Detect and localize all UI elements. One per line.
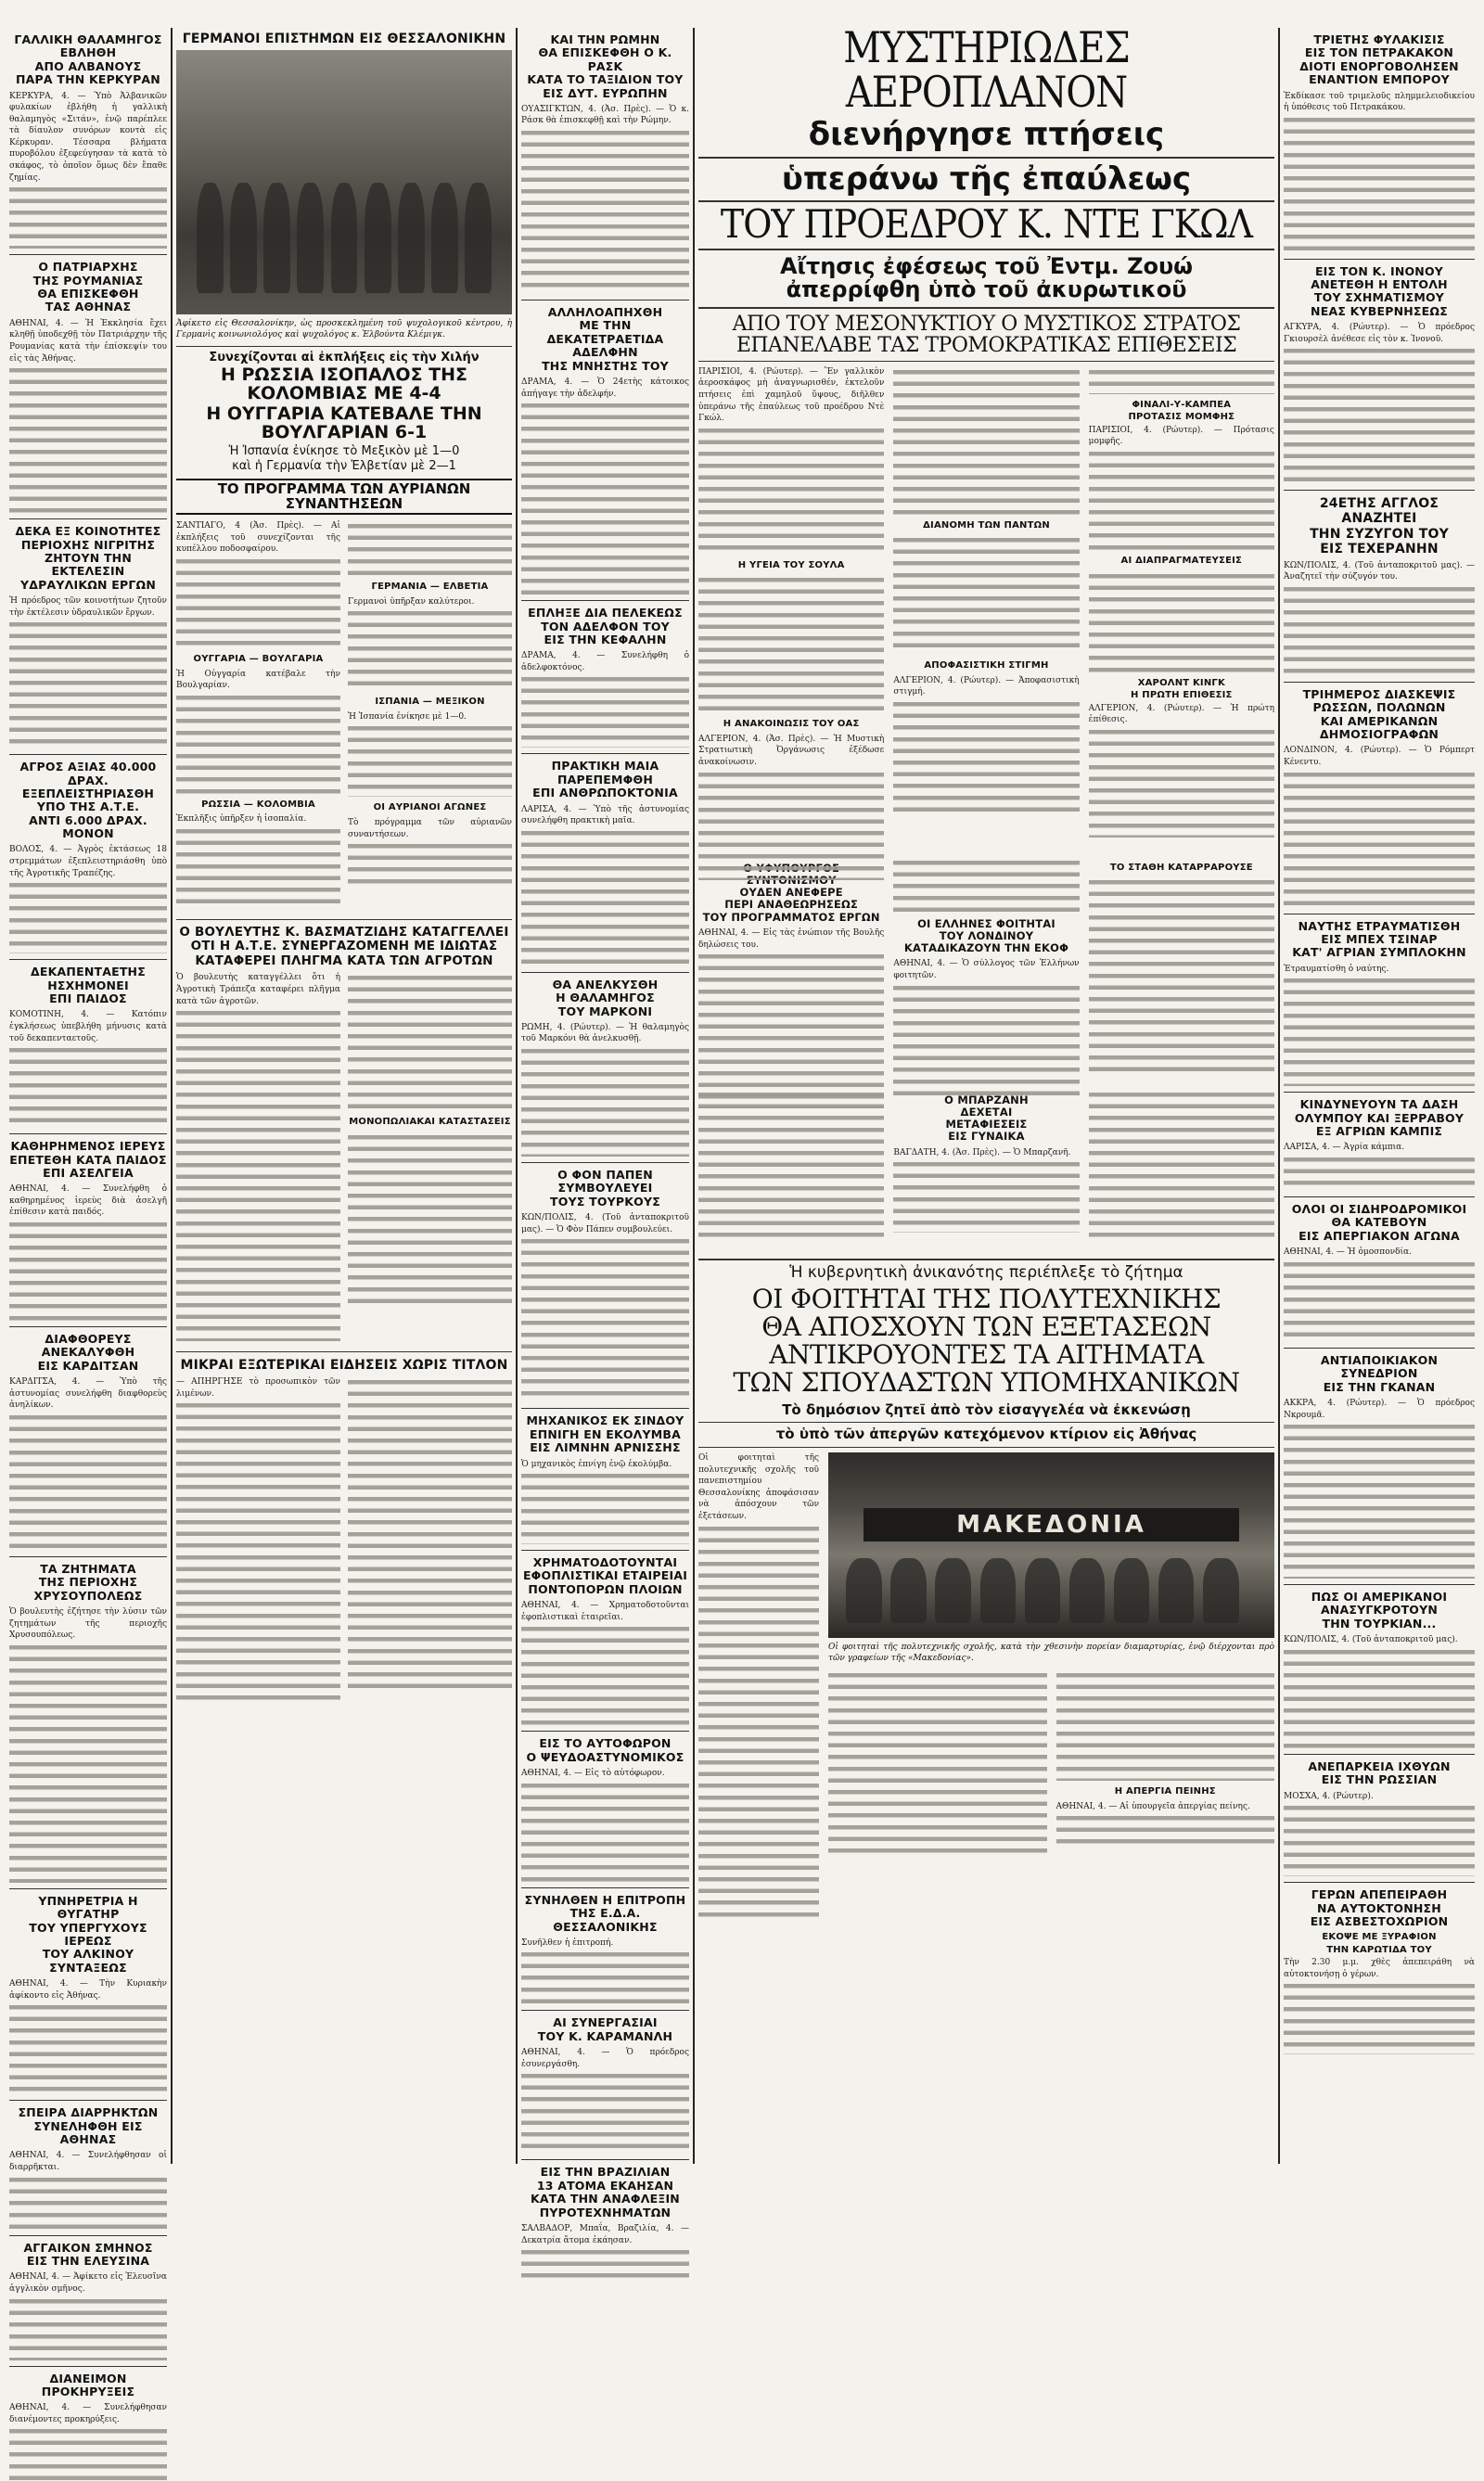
headline: ΕΙΣ ΤΗΝ ΒΡΑΖΙΛΙΑΝ 13 ΑΤΟΜΑ ΕΚΑΗΣΑΝ ΚΑΤΑ ΤΗΝ ΑΝΑΦΛΕΞΙΝ ΠΥΡΟΤΕΧΝΗΜΑΤΩΝ <box>531 2165 680 2219</box>
article-text: Γερμανοὶ ὑπῆρξαν καλύτεροι. <box>348 596 512 692</box>
headline: ΔΙΑΝΕΙΜΟΝ ΠΡΟΚΗΡΥΞΕΙΣ <box>41 2371 135 2398</box>
headline: ΚΙΝΔΥΝΕΥΟΥΝ ΤΑ ΔΑΣΗ ΟΛΥΜΠΟΥ ΚΑΙ ΞΕΡΡΑΒΟΥ ΕΞ ΑΓΡΙΩΝ ΚΑΜΠΙΣ <box>1294 1097 1465 1139</box>
headline: Ο ΒΟΥΛΕΥΤΗΣ Κ. ΒΑΣΜΑΤΖΙΔΗΣ ΚΑΤΑΓΓΕΛΛΕΙ ΟΤΙ Η Α.Τ.Ε. ΣΥΝΕΡΓΑΖΟΜΕΝΗ ΜΕ ΙΔΙΩΤΑΣ ΚΑΤΑΦΕΡΕΙ ΠΛΗΓΜΑ ΚΑΤΑ ΤΩΝ ΑΓΡΟΤΩΝ <box>179 924 509 968</box>
article-text: ΑΘΗΝΑΙ, 4. — Ἀφίκετο εἰς Ἐλευσῖνα ἀγγλικὸν σμῆνος. <box>9 2271 167 2360</box>
column-1 <box>9 28 167 2424</box>
sports-headline: Η ΟΥΓΓΑΡΙΑ ΚΑΤΕΒΑΛΕ ΤΗΝ ΒΟΥΛΓΑΡΙΑΝ 6-1 <box>206 403 482 442</box>
article-text <box>348 520 512 576</box>
headline: ΤΡΙΗΜΕΡΟΣ ΔΙΑΣΚΕΨΙΣ ΡΩΣΣΩΝ, ΠΟΛΩΝΩΝ ΚΑΙ ΑΜΕΡΙΚΑΝΩΝ ΔΗΜΟΣΙΟΓΡΑΦΩΝ <box>1302 686 1456 742</box>
column-divider <box>693 28 695 2164</box>
subheading: ΟΥΓΓΑΡΙΑ — ΒΟΥΛΓΑΡΙΑ <box>193 654 324 665</box>
article-text: ΑΘΗΝΑΙ, 4. — Εἰς τὸ αὐτόφωρον. <box>521 1768 689 1882</box>
sports-program-headline: ΤΟ ΠΡΟΓΡΑΜΜΑ ΤΩΝ ΑΥΡΙΑΝΩΝ ΣΥΝΑΝΤΗΣΕΩΝ <box>176 479 512 516</box>
subheading: ΧΑΡΟΛΝΤ ΚΙΝΓΚ <box>1137 677 1225 688</box>
headline: ΕΙΣ ΤΟ ΑΥΤΟΦΩΡΟΝ Ο ΨΕΥΔΟΑΣΤΥΝΟΜΙΚΟΣ <box>526 1736 684 1764</box>
secondary-headline: ἀπερρίφθη ὑπὸ τοῦ ἀκυρωτικοῦ <box>786 276 1187 303</box>
headline: ΜΗΧΑΝΙΚΟΣ ΕΚ ΣΙΝΔΟΥ ΕΠΝΙΓΗ ΕΝ ΕΚΟΛΥΜΒΑ ΕΙΣ ΛΙΜΝΗΝ ΑΡΝΙΣΣΗΣ <box>526 1413 684 1455</box>
main-headline-line2: διενήργησε πτήσεις <box>808 116 1165 153</box>
article-text: Συνῆλθεν ἡ ἐπιτροπή. <box>521 1937 689 2005</box>
subheading: ΜΟΝΟΠΩΛΙΑΚΑΙ ΚΑΤΑΣΤΑΣΕΙΣ <box>349 1117 511 1128</box>
subheading: ΑΙ ΔΙΑΠΡΑΓΜΑΤΕΥΣΕΙΣ <box>1120 556 1243 567</box>
article-text: ΑΛΓΕΡΙΟΝ, 4. (Ρώυτερ). — Ἡ πρώτη ἐπίθεσις. <box>1089 703 1274 838</box>
subheading: ΕΚΟΨΕ ΜΕ ΞΥΡΑΦΙΟΝ <box>1322 1932 1437 1943</box>
headline: ΟΙ ΕΛΛΗΝΕΣ ΦΟΙΤΗΤΑΙ ΤΟΥ ΛΟΝΔΙΝΟΥ ΚΑΤΑΔΙΚΑΖΟΥΝ ΤΗΝ ΕΚΟΦ <box>903 916 1069 955</box>
article-text: ΑΛΓΕΡΙΟΝ, 4. (Ρώυτερ). — Ἀποφασιστικὴ στιγμή. <box>893 675 1079 819</box>
article-text <box>1089 570 1274 672</box>
article-text: ΑΘΗΝΑΙ, 4. — Εἰς τὰς ἐνώπιον τῆς Βουλῆς δηλώσεις του. <box>698 927 884 1108</box>
article-text: ΑΘΗΝΑΙ, 4. — Ὁ πρόεδρος ἐσυνεργάσθη. <box>521 2047 689 2154</box>
article-text: ΣΑΝΤΙΑΓΟ, 4 (Ἀσ. Πρὲς). — Αἱ ἐκπλήξεις τοῦ συνεχίζονται τῆς κυπέλλου ποδοσφαίρου. <box>176 520 340 648</box>
article-text <box>893 366 1079 515</box>
headline: ΑΝΕΠΑΡΚΕΙΑ ΙΧΘΥΩΝ ΕΙΣ ΤΗΝ ΡΩΣΣΙΑΝ <box>1308 1758 1451 1787</box>
headline: ΣΠΕΙΡΑ ΔΙΑΡΡΗΚΤΩΝ ΣΥΝΕΛΗΦΘΗ ΕΙΣ ΑΘΗΝΑΣ <box>18 2105 159 2147</box>
column-divider <box>516 28 518 2164</box>
subheading: Η ΥΓΕΙΑ ΤΟΥ ΣΟΥΛΑ <box>737 559 845 570</box>
article-text <box>1056 1669 1275 1781</box>
subheading: ΠΡΟΤΑΣΙΣ ΜΟΜΦΗΣ <box>1128 412 1235 423</box>
article-text: ΜΟΣΧΑ, 4. (Ρώυτερ). <box>1284 1791 1475 1877</box>
lower-headline: ΘΑ ΑΠΟΣΧΟΥΝ ΤΩΝ ΕΞΕΤΑΣΕΩΝ <box>761 1311 1211 1342</box>
subheading: Η ΠΡΩΤΗ ΕΠΙΘΕΣΙΣ <box>1131 690 1233 701</box>
headline: ΥΠΝΗΡΕΤΡΙΑ Η ΘΥΓΑΤΗΡ ΤΟΥ ΥΠΕΡΓΥΧΟΥΣ ΙΕΡΕΩΣ ΤΟΥ ΑΛΚΙΝΟΥ ΣΥΝΤΑΞΕΩΣ <box>29 1893 147 1975</box>
column-5 <box>1284 28 1475 2164</box>
article-text: Οἱ φοιτηταὶ τῆς πολυτεχνικῆς σχολῆς τοῦ πανεπιστημίου Θεσσαλονίκης ἀποφάσισαν νὰ ἀπόσχουν τῶν ἐξετάσεων. <box>698 1452 819 1922</box>
article-text: ΒΟΛΟΣ, 4. — Ἀγρὸς ἐκτάσεως 18 στρεμμάτων ἐξεπλειστηριάσθη ὑπὸ τῆς Ἀγροτικῆς Τραπέζης. <box>9 844 167 953</box>
subheading: Η ΑΠΕΡΓΙΑ ΠΕΙΝΗΣ <box>1114 1786 1216 1797</box>
article-text <box>348 972 512 1111</box>
secondary-headline: Αἴτησις ἐφέσεως τοῦ Ἐντμ. Ζουώ <box>779 253 1194 280</box>
article-text <box>698 574 884 713</box>
headline: ΔΕΚΑ ΕΞ ΚΟΙΝΟΤΗΤΕΣ ΠΕΡΙΟΧΗΣ ΝΙΓΡΙΤΗΣ ΖΗΤΟΥΝ ΤΗΝ ΕΚΤΕΛΕΣΙΝ ΥΔΡΑΥΛΙΚΩΝ ΕΡΓΩΝ <box>15 524 161 592</box>
article-text: ΑΘΗΝΑΙ, 4. — Ἡ Ἐκκλησία ἔχει κληθῇ ὑποδεχθῇ τὸν Πατριάρχην τῆς Ρουμανίας κατὰ τὴν ἐπίσκεψίν του εἰς τὰς Ἀθήνας. <box>9 318 167 513</box>
tertiary-headline: ΑΠΟ ΤΟΥ ΜΕΣΟΝΥΚΤΙΟΥ Ο ΜΥΣΤΙΚΟΣ ΣΤΡΑΤΟΣ <box>732 312 1241 336</box>
headline: ΟΛΟΙ ΟΙ ΣΙΔΗΡΟΔΡΟΜΙΚΟΙ ΘΑ ΚΑΤΕΒΟΥΝ ΕΙΣ ΑΠΕΡΓΙΑΚΟΝ ΑΓΩΝΑ <box>1291 1202 1467 1243</box>
article-text: Ἡ Οὐγγαρία κατέβαλε τὴν Βουλγαρίαν. <box>176 669 340 794</box>
headline: ΣΥΝΗΛΘΕΝ Η ΕΠΙΤΡΟΠΗ ΤΗΣ Ε.Δ.Α. ΘΕΣΣΑΛΟΝΙΚΗΣ <box>524 1892 686 1934</box>
headline: ΤΑ ΖΗΤΗΜΑΤΑ ΤΗΣ ΠΕΡΙΟΧΗΣ ΧΡΥΣΟΥΠΟΛΕΩΣ <box>33 1561 143 1603</box>
headline: ΑΝΤΙΑΠΟΙΚΙΑΚΟΝ ΣΥΝΕΔΡΙΟΝ ΕΙΣ ΤΗΝ ΓΚΑΝΑΝ <box>1320 1352 1439 1394</box>
article-text: Τὴν 2.30 μ.μ. χθὲς ἀπεπειράθη νὰ αὐτοκτονήσῃ ὁ γέρων. <box>1284 1957 1475 2054</box>
headline: ΚΑΙ ΤΗΝ ΡΩΜΗΝ ΘΑ ΕΠΙΣΚΕΦΘΗ Ο Κ. ΡΑΣΚ ΚΑΤΑ ΤΟ ΤΑΞΙΔΙΟΝ ΤΟΥ ΕΙΣ ΔΥΤ. ΕΥΡΩΠΗΝ <box>527 32 684 100</box>
headline: ΝΑΥΤΗΣ ΕΤΡΑΥΜΑΤΙΣΘΗ ΕΙΣ ΜΠΕΧ ΤΣΙΝΑΡ ΚΑΤ' ΑΓΡΙΑΝ ΣΥΜΠΛΟΚΗΝ <box>1292 918 1466 960</box>
headline: ΘΑ ΑΝΕΛΚΥΣΘΗ Η ΘΑΛΑΜΗΓΟΣ ΤΟΥ ΜΑΡΚΟΝΙ <box>552 977 659 1018</box>
article-text: ΒΑΓΔΑΤΗ, 4. (Ἀσ. Πρὲς). — Ὁ Μπαρζανῆ. <box>893 1147 1079 1234</box>
article-text: ΑΓΚΥΡΑ, 4. (Ρώυτερ). — Ὁ πρόεδρος Γκιουρσὲλ ἀνέθεσε εἰς τὸν κ. Ἰνονοῦ. <box>1284 322 1475 484</box>
subheading: ΦΙΝΑΛΙ-Υ-ΚΑΜΠΕΑ <box>1132 399 1232 410</box>
column-3 <box>521 28 689 2245</box>
article-text <box>1089 876 1274 1071</box>
headline: ΑΛΛΗΛΟΑΠΗΧΘΗ ΜΕ ΤΗΝ ΔΕΚΑΤΕΤΡΑΕΤΙΔΑ ΑΔΕΛΦΗΝ ΤΗΣ ΜΝΗΣΤΗΣ ΤΟΥ <box>542 305 669 373</box>
article-text: — ΑΠΗΡΓΗΣΕ τὸ προσωπικὸν τῶν λιμένων. <box>176 1376 340 1706</box>
headline: ΠΩΣ ΟΙ ΑΜΕΡΙΚΑΝΟΙ ΑΝΑΣΥΓΚΡΟΤΟΥΝ ΤΗΝ ΤΟΥΡΚΙΑΝ... <box>1311 1590 1448 1631</box>
article-text: Ἡ Ἰσπανία ἐνίκησε μὲ 1—0. <box>348 711 512 798</box>
sports-subheadline: Ἡ Ἰσπανία ἐνίκησε τὸ Μεξικὸν μὲ 1—0 <box>228 444 460 459</box>
article-text: ΚΟΜΟΤΙΝΗ, 4. — Κατόπιν ἐγκλήσεως ὑπεβλήθη μήνυσις κατὰ τοῦ δεκαπενταετοῦς. <box>9 1009 167 1128</box>
headline: ΚΑΘΗΡΗΜΕΝΟΣ ΙΕΡΕΥΣ ΕΠΕΤΕΘΗ ΚΑΤΑ ΠΑΙΔΟΣ ΕΠΙ ΑΣΕΛΓΕΙΑ <box>9 1139 167 1180</box>
tertiary-headline: ΕΠΑΝΕΛΑΒΕ ΤΑΣ ΤΡΟΜΟΚΡΑΤΙΚΑΣ ΕΠΙΘΕΣΕΙΣ <box>736 333 1237 357</box>
lower-headline: ΟΙ ΦΟΙΤΗΤΑΙ ΤΗΣ ΠΟΛΥΤΕΧΝΙΚΗΣ <box>751 1283 1222 1314</box>
article-text: ΚΑΡΔΙΤΣΑ, 4. — Ὑπὸ τῆς ἀστυνομίας συνελήφθη διαφθορεὺς ἀνηλίκων. <box>9 1376 167 1551</box>
article-text: ΚΕΡΚΥΡΑ, 4. — Ὑπὸ Ἀλβανικῶν φυλακίων ἐβλήθη ἡ γαλλικὴ θαλαμηγὸς «Σιτάν», ἐνῷ παρέπλεε τὰ δίαυλον συνόρων κοντὰ εἰς Κέρκυραν. Τέσσαρα βλήματα πυροβόλου ἐξεφεύγησαν τὰ κατὰ τὸ σκάφος, τὸ ὁποῖον ὅμως δὲν ἔπαθε ζημίας. <box>9 91 167 249</box>
headline: ΠΡΑΚΤΙΚΗ ΜΑΙΑ ΠΑΡΕΠΕΜΦΘΗ ΕΠΙ ΑΝΘΡΩΠΟΚΤΟΝΙΑ <box>532 759 678 800</box>
article-text: ΚΩΝ/ΠΟΛΙΣ, 4. (Τοῦ ἀνταποκριτοῦ μας). — Ἀναζητεῖ τὴν σύζυγόν του. <box>1284 560 1475 676</box>
article-text: ΛΑΡΙΣΑ, 4. — Ὑπὸ τῆς ἀστυνομίας συνελήφθη πρακτικὴ μαῖα. <box>521 804 689 966</box>
article-text: ΑΚΚΡΑ, 4. (Ρώυτερ). — Ὁ πρόεδρος Νκρουμᾶ. <box>1284 1398 1475 1579</box>
subheading: ΓΕΡΜΑΝΙΑ — ΕΛΒΕΤΙΑ <box>371 582 489 593</box>
article-text: ΣΑΛΒΑΔΟΡ, Μπαΐα, Βραζιλία, 4. — Δεκατρία ἄτομα ἐκάησαν. <box>521 2223 689 2283</box>
lower-subheadline: Τὸ δημόσιον ζητεῖ ἀπὸ τὸν εἰσαγγελέα νὰ ἐκκενώσῃ <box>782 1400 1191 1418</box>
subheading: Η ΑΝΑΚΟΙΝΩΣΙΣ ΤΟΥ ΟΑΣ <box>723 719 860 730</box>
article-text: Ἐκπλῆξις ὑπῆρξεν ἡ ἰσοπαλία. <box>176 813 340 909</box>
main-headline-line4: ΤΟΥ ΠΡΟΕΔΡΟΥ Κ. ΝΤΕ ΓΚΩΛ <box>720 202 1253 248</box>
main-headline: ΜΥΣΤΗΡΙΩΔΕΣ ΑΕΡΟΠΛΑΝΟΝ <box>843 23 1130 118</box>
subheading: ΡΩΣΣΙΑ — ΚΟΛΟΜΒΙΑ <box>201 799 315 810</box>
photo-caption: Ἀφίκετο εἰς Θεσσαλονίκην, ὡς προσκεκλημένη τοῦ ψυχολογικοῦ κέντρου, ἡ Γερμανὶς κοινωνιολόγος καὶ ψυχολόγος κ. Ἐλβούντα Κλέμιγκ. <box>176 319 512 340</box>
headline: Ο ΦΟΝ ΠΑΠΕΝ ΣΥΜΒΟΥΛΕΥΕΙ ΤΟΥΣ ΤΟΥΡΚΟΥΣ <box>550 1168 660 1209</box>
article-text: ΑΘΗΝΑΙ, 4. — Συνελήφθησαν διανέμοντες προκηρύξεις. <box>9 2402 167 2481</box>
headline: ΑΙ ΣΥΝΕΡΓΑΣΙΑΙ ΤΟΥ Κ. ΚΑΡΑΜΑΝΛΗ <box>537 2015 673 2043</box>
article-text: ΑΘΗΝΑΙ, 4. — Συνελήφθησαν οἱ διαρρῆκται. <box>9 2150 167 2229</box>
photo-german-scientists <box>176 50 512 314</box>
headline: ΓΑΛΛΙΚΗ ΘΑΛΑΜΗΓΟΣ ΕΒΛΗΘΗ ΑΠΟ ΑΛΒΑΝΟΥΣ ΠΑΡΑ ΤΗΝ ΚΕΡΚΥΡΑΝ <box>14 32 162 87</box>
sports-banner: Συνεχίζονται αἱ ἐκπλήξεις εἰς τὴν Χιλήν <box>209 351 480 365</box>
subheading: ΟΙ ΑΥΡΙΑΝΟΙ ΑΓΩΝΕΣ <box>373 802 487 813</box>
article-text: ΚΩΝ/ΠΟΛΙΣ, 4. (Τοῦ ἀνταποκριτοῦ μας). <box>1284 1634 1475 1748</box>
main-headline-line3: ὑπεράνω τῆς ἐπαύλεως <box>781 160 1192 198</box>
sports-headline: Η ΡΩΣΣΙΑ ΙΣΟΠΑΛΟΣ ΤΗΣ ΚΟΛΟΜΒΙΑΣ ΜΕ 4-4 <box>220 364 468 403</box>
headline: ΓΕΡΩΝ ΑΠΕΠΕΙΡΑΘΗ ΝΑ ΑΥΤΟΚΤΟΝΗΣΗ ΕΙΣ ΑΣΒΕΣΤΟΧΩΡΙΟΝ <box>1310 1887 1449 1928</box>
subheading: ΔΙΑΝΟΜΗ ΤΩΝ ΠΑΝΤΩΝ <box>923 519 1050 531</box>
headline: ΔΕΚΑΠΕΝΤΑΕΤΗΣ ΗΣΧΗΜΟΝΕΙ ΕΠΙ ΠΑΙΔΟΣ <box>31 965 146 1005</box>
headline: ΕΙΣ ΤΟΝ Κ. ΙΝΟΝΟΥ ΑΝΕΤΕΘΗ Η ΕΝΤΟΛΗ ΤΟΥ ΣΧΗΜΑΤΙΣΜΟΥ ΝΕΑΣ ΚΥΒΕΡΝΗΣΕΩΣ <box>1311 263 1448 318</box>
article-text: ΑΘΗΝΑΙ, 4. — Χρηματοδοτοῦνται ἐφοπλιστικαὶ ἑταιρεῖαι. <box>521 1600 689 1725</box>
article-text: ΑΘΗΝΑΙ, 4. — Συνελήφθη ὁ καθηρημένος ἱερεὺς διὰ ἀσελγῆ ἐπίθεσιν κατὰ παιδός. <box>9 1183 167 1321</box>
article-text <box>1089 1089 1274 1237</box>
article-text <box>698 1089 884 1237</box>
headline: Ο ΥΦΥΠΟΥΡΓΟΣ ΣΥΝΤΟΝΙΣΜΟΥ ΟΥΔΕΝ ΑΝΕΦΕΡΕ ΠΕΡΙ ΑΝΑΘΕΩΡΗΣΕΩΣ ΤΟΥ ΠΡΟΓΡΑΜΜΑΤΟΣ ΕΡΓΩΝ <box>702 861 880 924</box>
article-text <box>893 534 1079 655</box>
article-text: ΑΘΗΝΑΙ, 4. — Ὁ σύλλογος τῶν Ἑλλήνων φοιτητῶν. <box>893 958 1079 1102</box>
lower-subheadline: τὸ ὑπὸ τῶν ἀπεργῶν κατεχόμενον κτίριον εἰς Ἀθήνας <box>775 1426 1197 1443</box>
headline: ΤΡΙΕΤΗΣ ΦΥΛΑΚΙΣΙΣ ΕΙΣ ΤΟΝ ΠΕΤΡΑΚΑΚΟΝ ΔΙΟΤΙ ΕΝΟΡΓΟΒΟΛΗΣΕΝ ΕΝΑΝΤΙΟΝ ΕΜΠΟΡΟΥ <box>1299 32 1459 87</box>
article-text: ΑΘΗΝΑΙ, 4. — Αἱ ὑπουργεῖα ἀπεργίας πείνης. <box>1056 1801 1275 1850</box>
photo-students-march <box>828 1452 1274 1638</box>
headline: ΜΙΚΡΑΙ ΕΞΩΤΕΡΙΚΑΙ ΕΙΔΗΣΕΙΣ ΧΩΡΙΣ ΤΙΤΛΟΝ <box>180 1358 508 1374</box>
column-2 <box>176 28 512 2164</box>
article-text: Ἐτραυματίσθη ὁ ναύτης. <box>1284 964 1475 1087</box>
lower-headline: ΤΩΝ ΣΠΟΥΔΑΣΤΩΝ ΥΠΟΜΗΧΑΝΙΚΩΝ <box>733 1367 1240 1399</box>
article-text: ΑΘΗΝΑΙ, 4. — Τὴν Κυριακὴν ἀφίκοντο εἰς Ἀθήνας. <box>9 1978 167 2094</box>
headline: Ο ΠΑΤΡΙΑΡΧΗΣ ΤΗΣ ΡΟΥΜΑΝΙΑΣ ΘΑ ΕΠΙΣΚΕΦΘΗ ΤΑΣ ΑΘΗΝΑΣ <box>32 260 144 314</box>
article-text: ΠΑΡΙΣΙΟΙ, 4. (Ρώυτερ). — Ἓν γαλλικὸν ἀεροσκάφος μὴ ἀναγνωρισθέν, ἐκτελοῦν πτήσεις ἐπὶ χαμηλοῦ ὕψους, διῆλθεν ὑπεράνω τῆς ἐπαύλεως τοῦ προέδρου Ντὲ Γκώλ. <box>698 366 884 555</box>
column-divider <box>171 28 173 2164</box>
column-divider <box>1278 28 1280 2164</box>
article-text: Τὸ πρόγραμμα τῶν αὐριανῶν συναντήσεων. <box>348 817 512 887</box>
article-text: Ἡ πρόεδρος τῶν κοινοτήτων ζητοῦν τὴν ἐκτέλεσιν ὑδραυλικῶν ἔργων. <box>9 595 167 748</box>
photo-caption: Οἱ φοιτηταὶ τῆς πολυτεχνικῆς σχολῆς, κατὰ τὴν χθεσινὴν πορείαν διαμαρτυρίας, ἐνῷ διέρχονται πρὸ τῶν γραφείων τῆς «Μακεδονίας». <box>828 1643 1274 1664</box>
article-text: Ὁ μηχανικὸς ἐπνίγη ἐνῷ ἐκολύμβα. <box>521 1459 689 1545</box>
column-main <box>698 23 1274 2164</box>
headline: Ο ΜΠΑΡΖΑΝΗ ΔΕΧΕΤΑΙ ΜΕΤΑΦΙΕΣΕΙΣ ΕΙΣ ΓΥΝΑΙΚΑ <box>944 1093 1029 1144</box>
article-text: Ἐκδίκασε τοῦ τριμελοῦς πλημμελειοδικείου ἡ ὑπόθεσις τοῦ Πετρακάκου. <box>1284 91 1475 253</box>
headline: ΓΕΡΜΑΝΟΙ ΕΠΙΣΤΗΜΩΝ ΕΙΣ ΘΕΣΣΑΛΟΝΙΚΗΝ <box>182 32 506 46</box>
article-text: ΟΥΑΣΙΓΚΤΩΝ, 4. (Ἀσ. Πρὲς). — Ὁ κ. Ράσκ θὰ ἐπισκεφθῇ καὶ τὴν Ρώμην. <box>521 104 689 294</box>
headline: ΧΡΗΜΑΤΟΔΟΤΟΥΝΤΑΙ ΕΦΟΠΛΙΣΤΙΚΑΙ ΕΤΑΙΡΕΙΑΙ ΠΟΝΤΟΠΟΡΩΝ ΠΛΟΙΩΝ <box>522 1555 688 1596</box>
article-text <box>893 857 1079 913</box>
article-text: ΛΟΝΔΙΝΟΝ, 4. (Ρώυτερ). — Ὁ Ρόμπερτ Κένεντυ. <box>1284 745 1475 907</box>
article-text: ΛΑΡΙΣΑ, 4. — Ἀγρία κάμπια. <box>1284 1142 1475 1191</box>
headline: ΑΓΡΟΣ ΑΞΙΑΣ 40.000 ΔΡΑΧ. ΕΞΕΠΛΕΙΣΤΗΡΙΑΣΘΗ ΥΠΟ ΤΗΣ Α.Τ.Ε. ΑΝΤΙ 6.000 ΔΡΑΧ. ΜΟΝΟΝ <box>19 760 157 841</box>
article-text: Ὁ βουλευτὴς ἐζήτησε τὴν λύσιν τῶν ζητημάτων τῆς περιοχῆς Χρυσουπόλεως. <box>9 1606 167 1883</box>
headline: ΑΓΓΑΙΚΟΝ ΣΜΗΝΟΣ ΕΙΣ ΤΗΝ ΕΛΕΥΣΙΝΑ <box>23 2240 153 2268</box>
article-text <box>348 1376 512 1692</box>
article-text <box>828 1669 1047 1855</box>
article-text: ΔΡΑΜΑ, 4. — Ὁ 24ετὴς κάτοικος ἀπήγαγε τὴν ἀδελφήν. <box>521 377 689 595</box>
article-text <box>1089 366 1274 394</box>
article-text: ΡΩΜΗ, 4. (Ρώυτερ). — Ἡ θαλαμηγὸς τοῦ Μαρκόνι θὰ ἀνελκυσθῇ. <box>521 1022 689 1157</box>
headline: 24ΕΤΗΣ ΑΓΓΛΟΣ ΑΝΑΖΗΤΕΙ ΤΗΝ ΣΥΖΥΓΟΝ ΤΟΥ ΕΙΣ ΤΕΧΕΡΑΝΗΝ <box>1310 496 1449 556</box>
subheading: ΙΣΠΑΝΙΑ — ΜΕΞΙΚΟΝ <box>375 697 485 708</box>
lower-headline: ΑΝΤΙΚΡΟΥΟΝΤΕΣ ΤΑ ΑΙΤΗΜΑΤΑ <box>769 1339 1204 1371</box>
sports-subheadline: καὶ ἡ Γερμανία τὴν Ἐλβετίαν μὲ 2—1 <box>232 459 456 474</box>
article-text: ΑΘΗΝΑΙ, 4. — Ἡ ὁμοσπονδία. <box>1284 1247 1475 1342</box>
article-text: ΔΡΑΜΑ, 4. — Συνελήφθη ὁ ἀδελφοκτόνος. <box>521 650 689 748</box>
newspaper-sign: ΜΑΚΕΔΟΝΙΑ <box>864 1508 1238 1541</box>
article-text: ΚΩΝ/ΠΟΛΙΣ, 4. (Τοῦ ἀνταποκριτοῦ μας). — Ὁ Φὸν Πάπεν συμβουλεύει. <box>521 1212 689 1402</box>
headline: ΔΙΑΦΘΟΡΕΥΣ ΑΝΕΚΑΛΥΦΘΗ ΕΙΣ ΚΑΡΔΙΤΣΑΝ <box>37 1332 139 1373</box>
article-text <box>348 1132 512 1308</box>
subheading: ΑΠΟΦΑΣΙΣΤΙΚΗ ΣΤΙΓΜΗ <box>924 660 1049 671</box>
subheading: ΤΟ ΣΤΑΘΗ ΚΑΤΑΡΡΑΡΟΥΣΕ <box>1109 862 1253 873</box>
subheading: ΤΗΝ ΚΑΡΩΤΙΔΑ ΤΟΥ <box>1326 1944 1432 1955</box>
article-text: ΠΑΡΙΣΙΟΙ, 4. (Ρώυτερ). — Πρότασις μομφῆς. <box>1089 425 1274 550</box>
lower-kicker: Ἡ κυβερνητικὴ ἀνικανότης περιέπλεξε τὸ ζήτημα <box>789 1262 1183 1282</box>
article-text: Ὁ βουλευτὴς καταγγέλλει ὅτι ἡ Ἀγροτικὴ Τράπεζα καταφέρει πλῆγμα κατὰ τῶν ἀγροτῶν. <box>176 972 340 1341</box>
headline: ΕΠΛΗΞΕ ΔΙΑ ΠΕΛΕΚΕΩΣ ΤΟΝ ΑΔΕΛΦΟΝ ΤΟΥ ΕΙΣ ΤΗΝ ΚΕΦΑΛΗΝ <box>528 606 683 646</box>
article-text: ΑΛΓΕΡΙΟΝ, 4. (Ἀσ. Πρὲς). — Ἡ Μυστικὴ Στρατιωτικὴ Ὀργάνωσις ἐξέδωσε ἀνακοίνωσιν. <box>698 734 884 880</box>
